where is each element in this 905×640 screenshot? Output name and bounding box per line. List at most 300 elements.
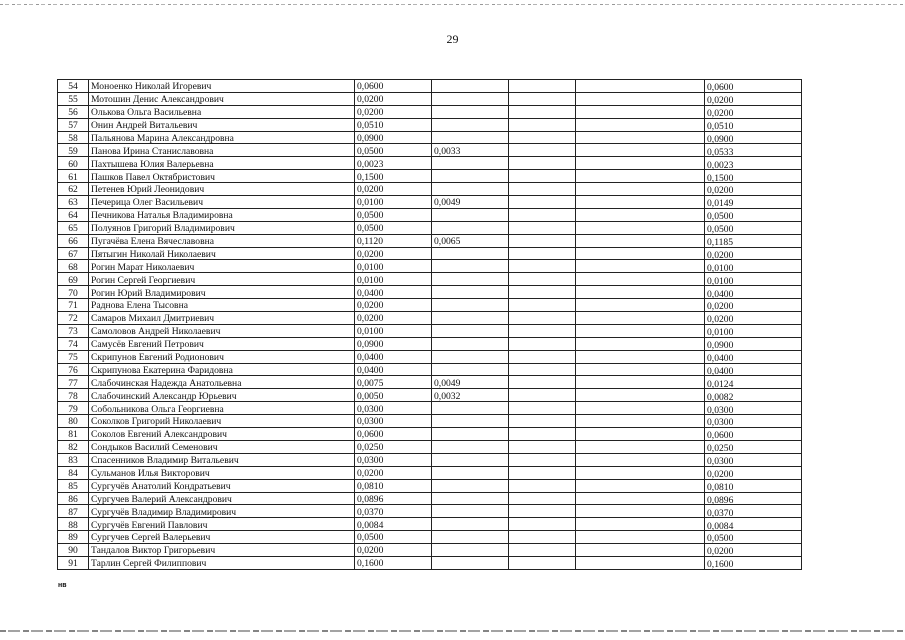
row-total-text: 0,0400 [707, 365, 734, 376]
row-total [705, 479, 802, 492]
row-total-text: 0,0084 [707, 520, 734, 531]
row-value-1: 0,0810 [355, 479, 432, 492]
row-total-text: 0,0500 [707, 224, 734, 235]
row-value-4 [576, 286, 705, 299]
row-total-text: 0,0900 [707, 133, 734, 144]
row-name: Олькова Ольга Васильевна [89, 105, 355, 118]
row-value-2 [432, 273, 509, 286]
row-value-3 [509, 428, 576, 441]
row-total [705, 118, 802, 131]
row-value-4 [576, 221, 705, 234]
row-value-3 [509, 389, 576, 402]
table-row [58, 247, 802, 260]
row-value-2 [432, 260, 509, 273]
table-row [58, 170, 802, 183]
page-number: 29 [446, 32, 459, 46]
row-name: Печерица Олег Васильевич [89, 196, 355, 209]
table-row [58, 531, 802, 544]
table-row [58, 144, 802, 157]
row-value-3 [509, 440, 576, 453]
row-name: Пальянова Марина Александровна [89, 131, 355, 144]
row-total [705, 286, 802, 299]
row-total-text: 0,0200 [707, 108, 734, 119]
table-row [58, 466, 802, 479]
row-value-3 [509, 221, 576, 234]
row-value-2 [432, 466, 509, 479]
row-number: 56 [58, 105, 89, 118]
row-value-3 [509, 324, 576, 337]
row-total [705, 170, 802, 183]
table-row [58, 92, 802, 105]
row-number: 89 [58, 531, 89, 544]
row-total [705, 363, 802, 376]
row-number: 83 [58, 453, 89, 466]
row-value-2 [432, 157, 509, 170]
row-value-2 [432, 92, 509, 105]
row-value-1: 0,0500 [355, 208, 432, 221]
row-value-4 [576, 299, 705, 312]
row-total-text: 0,0100 [707, 327, 734, 338]
row-value-4 [576, 544, 705, 557]
row-number: 66 [58, 234, 89, 247]
row-value-3 [509, 157, 576, 170]
row-name: Пятыгин Николай Николаевич [89, 247, 355, 260]
row-name: Слабочинский Александр Юрьевич [89, 389, 355, 402]
row-name: Рогин Марат Николаевич [89, 260, 355, 273]
row-number: 86 [58, 492, 89, 505]
row-value-3 [509, 415, 576, 428]
row-value-2: 0,0049 [432, 196, 509, 209]
row-value-2 [432, 286, 509, 299]
row-name: Тандалов Виктор Григорьевич [89, 544, 355, 557]
row-name: Слабочинская Надежда Анатольевна [89, 376, 355, 389]
row-number: 77 [58, 376, 89, 389]
row-value-4 [576, 466, 705, 479]
row-value-4 [576, 337, 705, 350]
row-total-text: 0,0900 [707, 340, 734, 351]
table-body [58, 80, 802, 570]
row-value-1: 0,0300 [355, 402, 432, 415]
row-total [705, 183, 802, 196]
row-value-3 [509, 118, 576, 131]
row-total-text: 0,0250 [707, 443, 734, 454]
row-value-1: 0,1500 [355, 170, 432, 183]
row-total-text: 0,0023 [707, 159, 734, 170]
row-value-4 [576, 428, 705, 441]
row-total-text: 0,1500 [707, 172, 734, 183]
row-value-3 [509, 376, 576, 389]
row-value-1: 0,0200 [355, 466, 432, 479]
row-value-1: 0,0200 [355, 105, 432, 118]
row-value-1: 0,0100 [355, 260, 432, 273]
row-value-2 [432, 247, 509, 260]
row-number: 74 [58, 337, 89, 350]
row-value-1: 0,0600 [355, 428, 432, 441]
table-row [58, 389, 802, 402]
row-value-3 [509, 363, 576, 376]
row-value-3 [509, 453, 576, 466]
row-value-4 [576, 518, 705, 531]
table-row [58, 337, 802, 350]
row-value-2 [432, 337, 509, 350]
row-total-text: 0,0400 [707, 288, 734, 299]
row-total-text: 0,0200 [707, 469, 734, 480]
row-total [705, 518, 802, 531]
row-number: 59 [58, 144, 89, 157]
row-value-4 [576, 312, 705, 325]
row-total-text: 0,1600 [707, 559, 734, 570]
row-total [705, 389, 802, 402]
row-value-1: 0,0200 [355, 92, 432, 105]
row-number: 70 [58, 286, 89, 299]
row-number: 76 [58, 363, 89, 376]
table-row [58, 286, 802, 299]
row-value-2 [432, 492, 509, 505]
row-value-3 [509, 337, 576, 350]
row-total [705, 531, 802, 544]
table-row [58, 273, 802, 286]
row-total-text: 0,0810 [707, 481, 734, 492]
row-value-1: 0,0100 [355, 273, 432, 286]
row-value-3 [509, 260, 576, 273]
row-value-4 [576, 453, 705, 466]
row-total-text: 0,0100 [707, 262, 734, 273]
row-total [705, 337, 802, 350]
row-value-4 [576, 556, 705, 569]
table-row [58, 157, 802, 170]
row-total-text: 0,0200 [707, 314, 734, 325]
row-value-1: 0,0600 [355, 80, 432, 93]
row-value-3 [509, 505, 576, 518]
row-number: 81 [58, 428, 89, 441]
row-value-2 [432, 453, 509, 466]
row-name: Сургучев Сергей Валерьевич [89, 531, 355, 544]
row-name: Онин Андрей Витальевич [89, 118, 355, 131]
row-total-text: 0,0510 [707, 120, 734, 132]
table-row [58, 196, 802, 209]
row-value-1: 0,0400 [355, 286, 432, 299]
row-value-1: 0,0900 [355, 337, 432, 350]
row-number: 91 [58, 556, 89, 569]
row-value-3 [509, 556, 576, 569]
row-name: Сульманов Илья Викторович [89, 466, 355, 479]
row-total [705, 92, 802, 105]
row-value-1: 0,0300 [355, 415, 432, 428]
row-total [705, 247, 802, 260]
row-number: 60 [58, 157, 89, 170]
row-value-3 [509, 183, 576, 196]
row-value-1: 0,0084 [355, 518, 432, 531]
row-value-4 [576, 350, 705, 363]
row-total-text: 0,0200 [707, 185, 734, 196]
table-row [58, 415, 802, 428]
table-row [58, 299, 802, 312]
row-value-3 [509, 170, 576, 183]
row-value-2 [432, 440, 509, 453]
row-value-2 [432, 183, 509, 196]
table-row [58, 324, 802, 337]
row-value-2 [432, 170, 509, 183]
row-name: Полуянов Григорий Владимирович [89, 221, 355, 234]
row-total [705, 350, 802, 363]
row-value-3 [509, 196, 576, 209]
row-total-text: 0,0600 [707, 430, 734, 441]
row-value-3 [509, 92, 576, 105]
row-value-2 [432, 221, 509, 234]
row-value-4 [576, 208, 705, 221]
row-name: Скрипунова Екатерина Фаридовна [89, 363, 355, 376]
row-value-3 [509, 531, 576, 544]
table-row [58, 118, 802, 131]
row-number: 87 [58, 505, 89, 518]
row-value-4 [576, 389, 705, 402]
row-value-4 [576, 531, 705, 544]
table-row [58, 208, 802, 221]
row-value-4 [576, 505, 705, 518]
row-number: 58 [58, 131, 89, 144]
row-value-4 [576, 273, 705, 286]
row-total [705, 131, 802, 144]
row-value-3 [509, 286, 576, 299]
row-total-text: 0,0500 [707, 211, 734, 222]
row-value-3 [509, 105, 576, 118]
row-total [705, 105, 802, 118]
row-value-4 [576, 196, 705, 209]
footer-mark: нв [58, 582, 67, 589]
row-value-3 [509, 208, 576, 221]
row-name: Сургучев Валерий Александрович [89, 492, 355, 505]
row-value-2 [432, 518, 509, 531]
row-value-2 [432, 544, 509, 557]
row-value-1: 0,0050 [355, 389, 432, 402]
row-value-4 [576, 144, 705, 157]
row-number: 55 [58, 92, 89, 105]
row-value-1: 0,0900 [355, 131, 432, 144]
row-value-3 [509, 492, 576, 505]
row-value-1: 0,0200 [355, 299, 432, 312]
row-value-2 [432, 312, 509, 325]
row-value-1: 0,0023 [355, 157, 432, 170]
row-value-3 [509, 312, 576, 325]
row-name: Сондыков Василий Семенович [89, 440, 355, 453]
row-value-2 [432, 505, 509, 518]
row-value-3 [509, 273, 576, 286]
row-name: Пугачёва Елена Вячеславовна [89, 234, 355, 247]
table-row [58, 80, 802, 93]
row-value-2 [432, 118, 509, 131]
row-number: 63 [58, 196, 89, 209]
row-value-2 [432, 402, 509, 415]
row-total [705, 428, 802, 441]
table-row [58, 131, 802, 144]
row-name: Рогин Сергей Георгиевич [89, 273, 355, 286]
row-name: Тарлин Сергей Филиппович [89, 556, 355, 569]
row-number: 85 [58, 479, 89, 492]
row-total [705, 402, 802, 415]
row-number: 79 [58, 402, 89, 415]
row-total [705, 505, 802, 518]
table-row [58, 428, 802, 441]
row-name: Сургучёв Владимир Владимирович [89, 505, 355, 518]
table-row [58, 556, 802, 569]
row-value-1: 0,0370 [355, 505, 432, 518]
row-name: Соколов Евгений Александрович [89, 428, 355, 441]
row-number: 71 [58, 299, 89, 312]
row-number: 67 [58, 247, 89, 260]
row-total [705, 492, 802, 505]
table-row [58, 183, 802, 196]
row-total-text: 0,0200 [707, 546, 734, 557]
row-value-1: 0,0250 [355, 440, 432, 453]
row-value-1: 0,1600 [355, 556, 432, 569]
row-value-1: 0,0075 [355, 376, 432, 389]
row-name: Пахтышева Юлия Валерьевна [89, 157, 355, 170]
row-value-2 [432, 350, 509, 363]
row-total [705, 234, 802, 247]
row-value-3 [509, 466, 576, 479]
row-value-2: 0,0032 [432, 389, 509, 402]
row-value-2 [432, 131, 509, 144]
row-total-text: 0,0500 [707, 533, 734, 544]
row-value-3 [509, 402, 576, 415]
row-total [705, 208, 802, 221]
row-total [705, 221, 802, 234]
row-value-1: 0,0200 [355, 247, 432, 260]
row-total-text: 0,0149 [707, 198, 734, 209]
row-value-4 [576, 260, 705, 273]
row-value-2 [432, 324, 509, 337]
row-value-4 [576, 105, 705, 118]
row-total [705, 453, 802, 466]
row-number: 75 [58, 350, 89, 363]
row-total [705, 299, 802, 312]
row-number: 68 [58, 260, 89, 273]
row-total [705, 466, 802, 479]
row-value-2 [432, 428, 509, 441]
row-number: 62 [58, 183, 89, 196]
table-row [58, 234, 802, 247]
row-value-1: 0,0896 [355, 492, 432, 505]
shareholders-table [57, 79, 802, 570]
table-row [58, 312, 802, 325]
table-row [58, 440, 802, 453]
row-name: Панова Ирина Станиславовна [89, 144, 355, 157]
row-value-2 [432, 80, 509, 93]
row-value-1: 0,0500 [355, 221, 432, 234]
row-name: Сургучёв Евгений Павлович [89, 518, 355, 531]
row-total-text: 0,0082 [707, 391, 734, 402]
row-number: 72 [58, 312, 89, 325]
row-value-1: 0,0400 [355, 350, 432, 363]
table-row [58, 453, 802, 466]
row-value-3 [509, 518, 576, 531]
row-value-3 [509, 234, 576, 247]
table-row [58, 363, 802, 376]
row-name: Раднова Елена Тысовна [89, 299, 355, 312]
table-row [58, 105, 802, 118]
row-value-2 [432, 105, 509, 118]
row-name: Самаров Михаил Дмитриевич [89, 312, 355, 325]
row-total [705, 544, 802, 557]
row-total-text: 0,0370 [707, 507, 734, 518]
row-number: 69 [58, 273, 89, 286]
row-value-1: 0,0200 [355, 544, 432, 557]
row-total-text: 0,0600 [707, 82, 734, 93]
row-name: Моноенко Николай Игоревич [89, 80, 355, 93]
row-value-1: 0,1120 [355, 234, 432, 247]
row-total-text: 0,0300 [707, 404, 734, 415]
row-number: 80 [58, 415, 89, 428]
row-name: Соколков Григорий Николаевич [89, 415, 355, 428]
row-value-4 [576, 131, 705, 144]
row-value-3 [509, 247, 576, 260]
row-total-text: 0,0533 [707, 146, 734, 157]
row-name: Печникова Наталья Владимировна [89, 208, 355, 221]
row-value-2 [432, 556, 509, 569]
row-number: 88 [58, 518, 89, 531]
table-row [58, 492, 802, 505]
row-value-3 [509, 299, 576, 312]
row-total-text: 0,0400 [707, 353, 734, 364]
row-total-text: 0,0124 [707, 378, 734, 389]
row-value-3 [509, 479, 576, 492]
table-row [58, 350, 802, 363]
row-number: 84 [58, 466, 89, 479]
row-total-text: 0,0200 [707, 249, 734, 260]
row-value-2: 0,0065 [432, 234, 509, 247]
row-value-2 [432, 531, 509, 544]
row-number: 65 [58, 221, 89, 234]
row-total-text: 0,0100 [707, 275, 734, 286]
row-total-text: 0,0896 [707, 494, 734, 505]
row-value-4 [576, 170, 705, 183]
table-row [58, 260, 802, 273]
row-name: Спасенников Владимир Витальевич [89, 453, 355, 466]
row-total [705, 273, 802, 286]
row-value-2: 0,0033 [432, 144, 509, 157]
row-value-1: 0,0200 [355, 183, 432, 196]
row-name: Самусёв Евгений Петрович [89, 337, 355, 350]
row-number: 57 [58, 118, 89, 131]
row-value-4 [576, 324, 705, 337]
row-value-1: 0,0100 [355, 324, 432, 337]
row-name: Сургучёв Анатолий Кондратьевич [89, 479, 355, 492]
row-number: 82 [58, 440, 89, 453]
table-row [58, 518, 802, 531]
row-value-2 [432, 208, 509, 221]
row-value-3 [509, 80, 576, 93]
row-value-4 [576, 92, 705, 105]
row-total [705, 80, 802, 93]
row-value-4 [576, 479, 705, 492]
row-value-4 [576, 440, 705, 453]
row-name: Скрипунов Евгений Родионович [89, 350, 355, 363]
row-number: 78 [58, 389, 89, 402]
row-number: 64 [58, 208, 89, 221]
row-value-1: 0,0500 [355, 144, 432, 157]
row-value-4 [576, 183, 705, 196]
row-value-2 [432, 415, 509, 428]
row-value-2 [432, 363, 509, 376]
row-value-3 [509, 131, 576, 144]
row-value-1: 0,0500 [355, 531, 432, 544]
row-total-text: 0,0200 [707, 301, 734, 312]
row-number: 61 [58, 170, 89, 183]
row-total [705, 312, 802, 325]
row-total [705, 324, 802, 337]
row-name: Самоловов Андрей Николаевич [89, 324, 355, 337]
row-value-4 [576, 80, 705, 93]
